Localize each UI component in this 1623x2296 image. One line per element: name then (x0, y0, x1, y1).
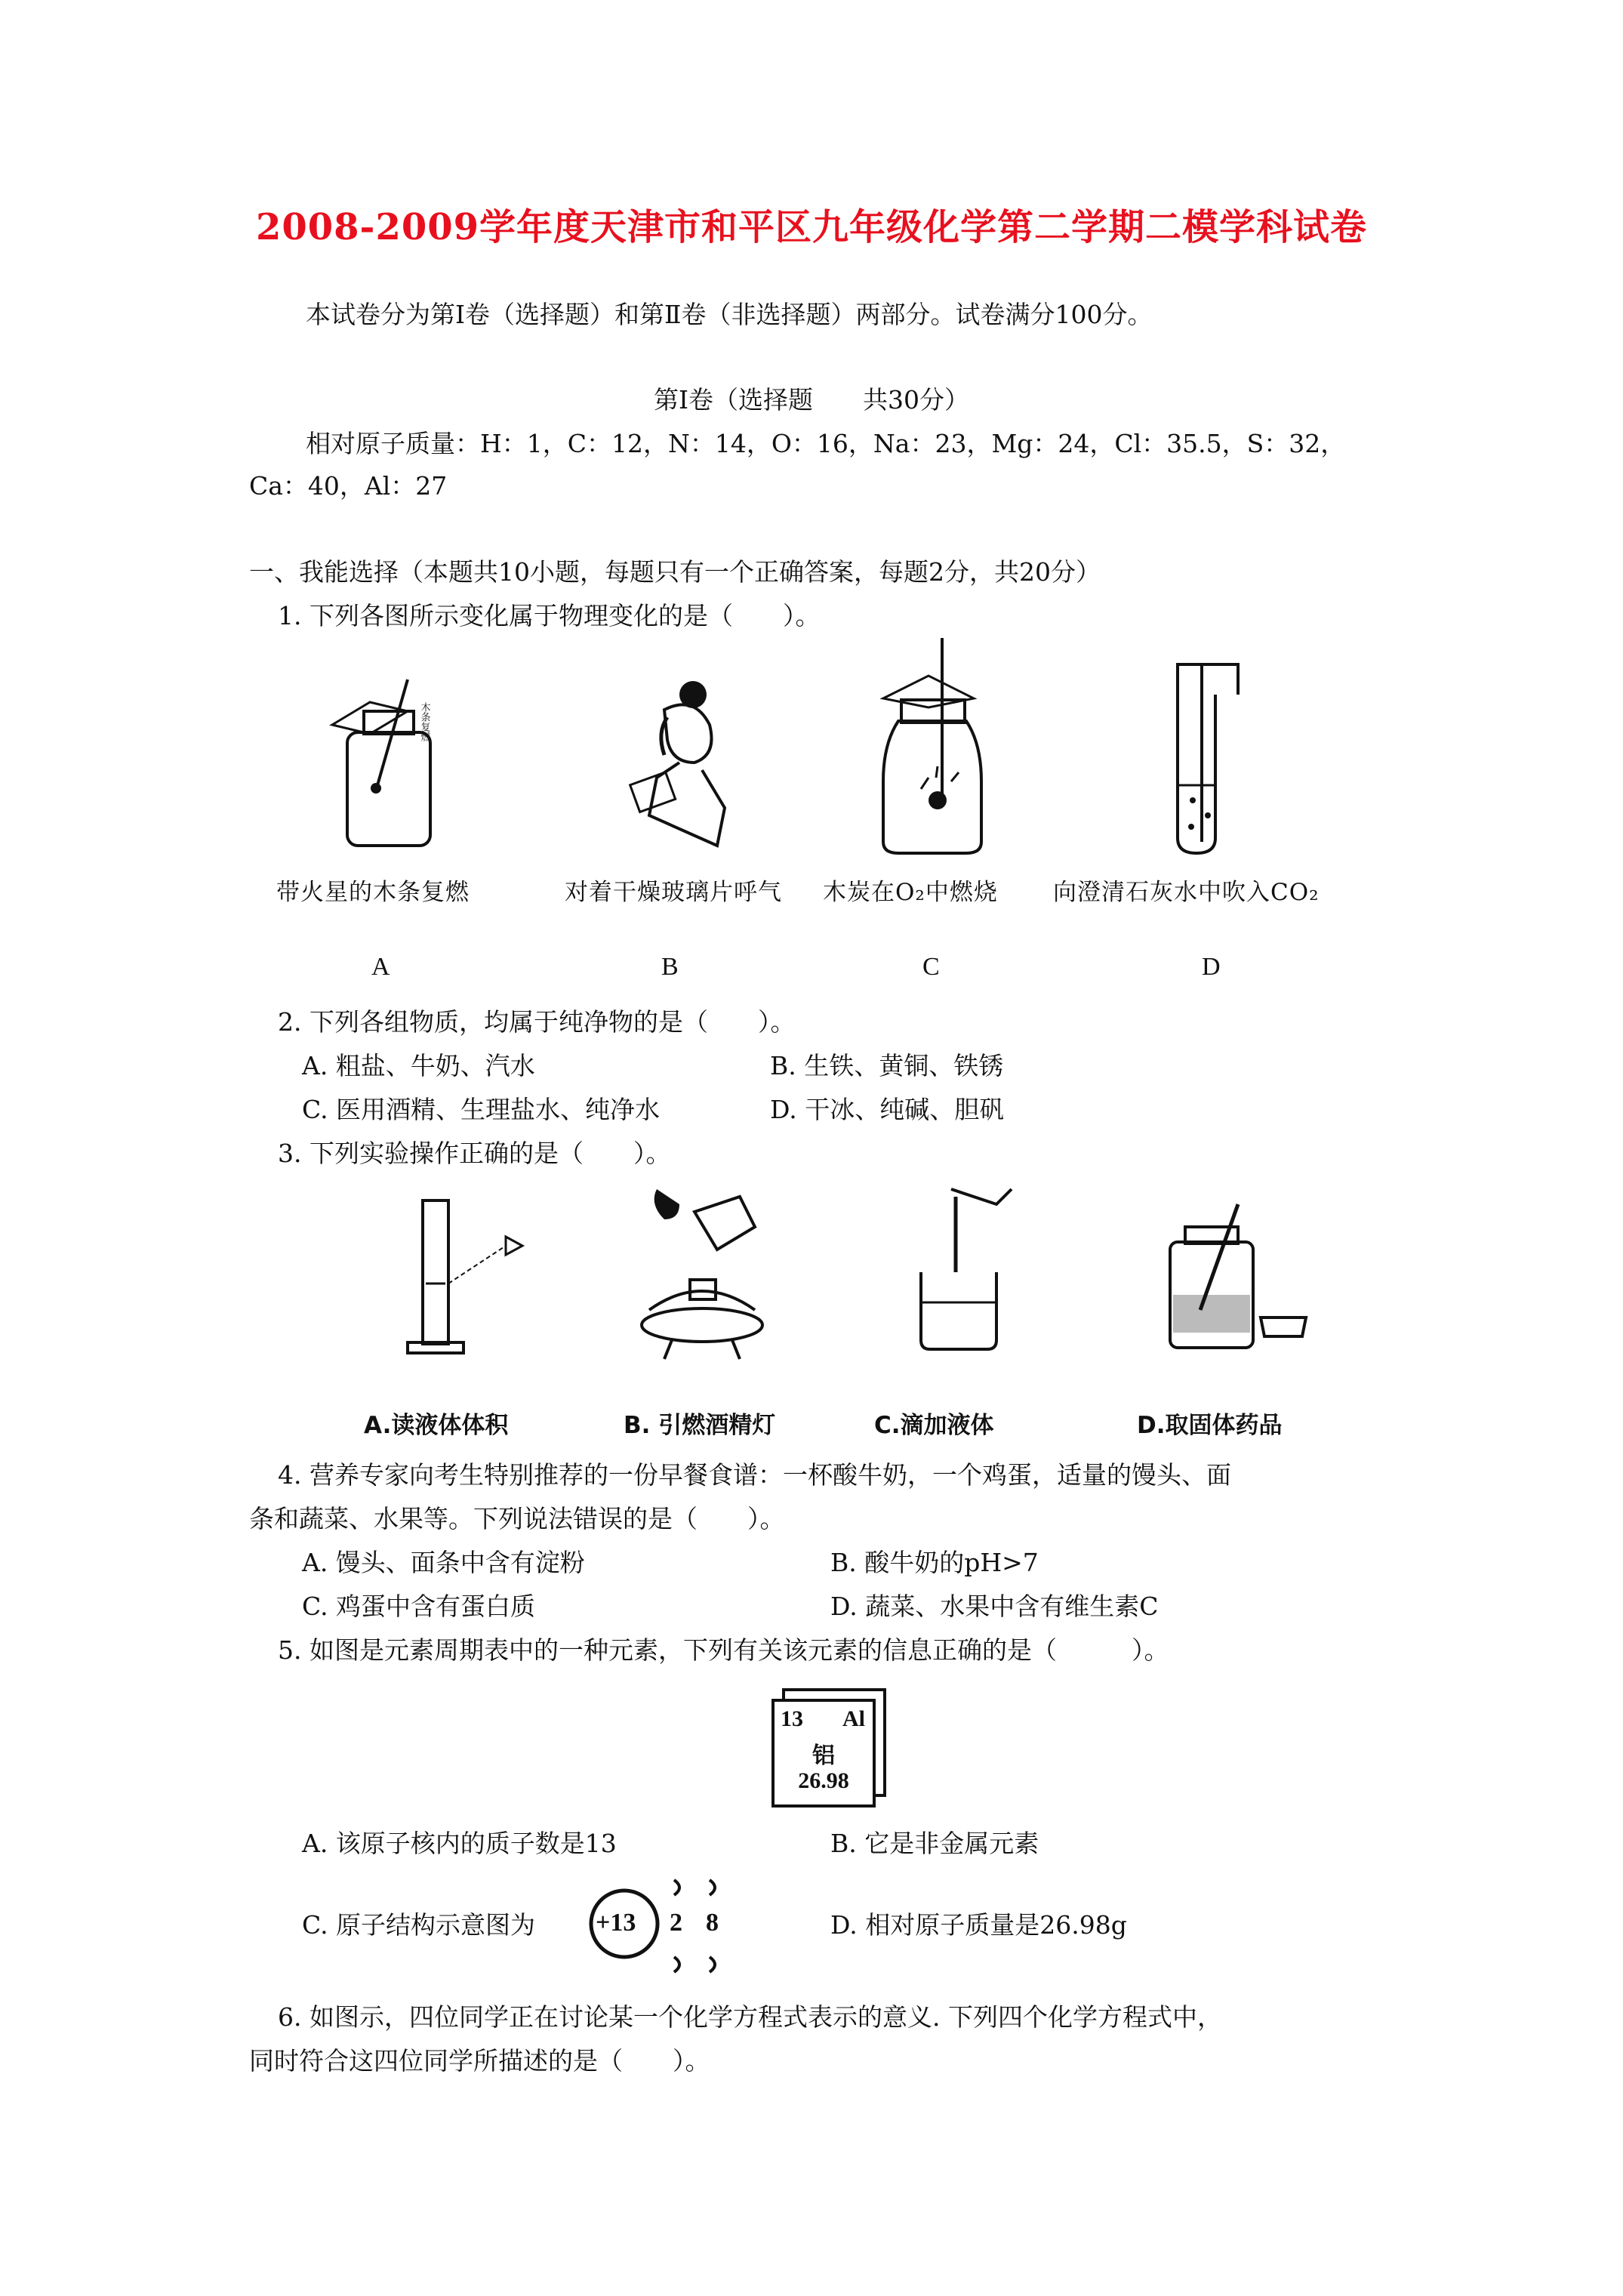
q3-caption-a: A.读液体体积 (364, 1412, 509, 1439)
measuring-cylinder-icon (393, 1193, 528, 1359)
atomic-mass-line1: 相对原子质量：H：1，C：12，N：14，O：16，Na：23，Mg：24，Cl：35.5，S：32， (306, 429, 1346, 458)
alcohol-lamp-icon (627, 1174, 778, 1363)
q1-figure-c (830, 638, 1027, 861)
q3-figure-a (393, 1193, 528, 1359)
q5-option-c: C. 原子结构示意图为 (302, 1910, 536, 1940)
q4-option-d: D. 蔬菜、水果中含有维生素C (830, 1592, 1159, 1621)
q6-stem-line2: 同时符合这四位同学所描述的是（ ）。 (249, 2046, 710, 2076)
element-number: 13 (781, 1706, 803, 1731)
q3-figure-c (883, 1182, 1034, 1355)
q6-stem-line1: 6. 如图示，四位同学正在讨论某一个化学方程式表示的意义. 下列四个化学方程式中， (278, 2002, 1222, 2032)
dropper-beaker-icon (883, 1182, 1034, 1355)
q5-option-d: D. 相对原子质量是26.98g (830, 1910, 1127, 1940)
atomic-mass-line2: Ca：40，Al：27 (249, 471, 448, 501)
q1-stem: 1. 下列各图所示变化属于物理变化的是（ ）。 (278, 601, 821, 630)
person-breathing-icon (604, 664, 755, 861)
q4-stem-line2: 条和蔬菜、水果等。下列说法错误的是（ ）。 (249, 1504, 785, 1533)
element-name: 铝 (812, 1743, 835, 1768)
q1-caption-a: 带火星的木条复燃 (276, 879, 470, 906)
q1-letter-d: D (1202, 953, 1221, 981)
intro-text: 本试卷分为第Ⅰ卷（选择题）和第Ⅱ卷（非选择题）两部分。试卷满分100分。 (306, 300, 1153, 329)
element-symbol: Al (842, 1706, 865, 1731)
atom-shell-1: 2 (670, 1909, 682, 1937)
q1-caption-d: 向澄清石灰水中吹入CO₂ (1053, 879, 1320, 906)
q4-option-c: C. 鸡蛋中含有蛋白质 (302, 1592, 536, 1621)
q2-option-b: B. 生铁、黄铜、铁锈 (770, 1051, 1004, 1080)
atom-shell-2: 8 (706, 1909, 719, 1937)
q4-option-b: B. 酸牛奶的pH>7 (830, 1548, 1039, 1577)
q2-option-c: C. 医用酒精、生理盐水、纯净水 (302, 1095, 661, 1124)
q5-stem: 5. 如图是元素周期表中的一种元素，下列有关该元素的信息正确的是（ ）。 (278, 1635, 1169, 1665)
svg-text:木条复燃: 木条复燃 (418, 702, 430, 741)
q4-stem-line1: 4. 营养专家向考生特别推荐的一份早餐食谱：一杯酸牛奶，一个鸡蛋，适量的馒头、面 (278, 1460, 1231, 1490)
q1-letter-c: C (922, 953, 940, 981)
q1-caption-b: 对着干燥玻璃片呼气 (565, 879, 782, 906)
jar-charcoal-icon (853, 638, 1004, 861)
q1-letter-b: B (661, 953, 679, 981)
q1-figure-d (1110, 649, 1306, 861)
q3-stem: 3. 下列实验操作正确的是（ ）。 (278, 1139, 671, 1168)
element-tile-aluminum (771, 1699, 876, 1808)
q3-caption-b: B. 引燃酒精灯 (624, 1412, 776, 1439)
bottle-splint-icon (317, 664, 453, 861)
q3-caption-c: C.滴加液体 (874, 1412, 994, 1439)
q1-caption-c: 木炭在O₂中燃烧 (823, 879, 998, 906)
page-title: 2008-2009学年度天津市和平区九年级化学第二学期二模学科试卷 (255, 206, 1368, 248)
q1-figure-b (581, 664, 778, 861)
q4-option-a: A. 馒头、面条中含有淀粉 (302, 1548, 585, 1577)
atom-nucleus: +13 (596, 1909, 636, 1937)
section1-heading: 一、我能选择（本题共10小题，每题只有一个正确答案，每题2分，共20分） (249, 557, 1101, 587)
jar-spatula-icon (1147, 1197, 1313, 1355)
q1-letter-a: A (371, 953, 390, 981)
q5-option-a: A. 该原子核内的质子数是13 (302, 1829, 617, 1858)
q3-caption-d: D.取固体药品 (1137, 1412, 1283, 1439)
element-mass: 26.98 (798, 1768, 849, 1793)
q1-figure-a (287, 664, 483, 861)
atom-structure-diagram (585, 1865, 744, 1978)
q3-figure-d (1147, 1197, 1313, 1355)
q2-stem: 2. 下列各组物质，均属于纯净物的是（ ）。 (278, 1007, 796, 1037)
part1-heading: 第Ⅰ卷（选择题 共30分） (653, 385, 970, 415)
q3-figure-b (627, 1174, 778, 1363)
q5-option-b: B. 它是非金属元素 (830, 1829, 1039, 1858)
q2-option-d: D. 干冰、纯碱、胆矾 (770, 1095, 1005, 1124)
test-tube-straw-icon (1132, 649, 1283, 861)
q2-option-a: A. 粗盐、牛奶、汽水 (302, 1051, 535, 1080)
